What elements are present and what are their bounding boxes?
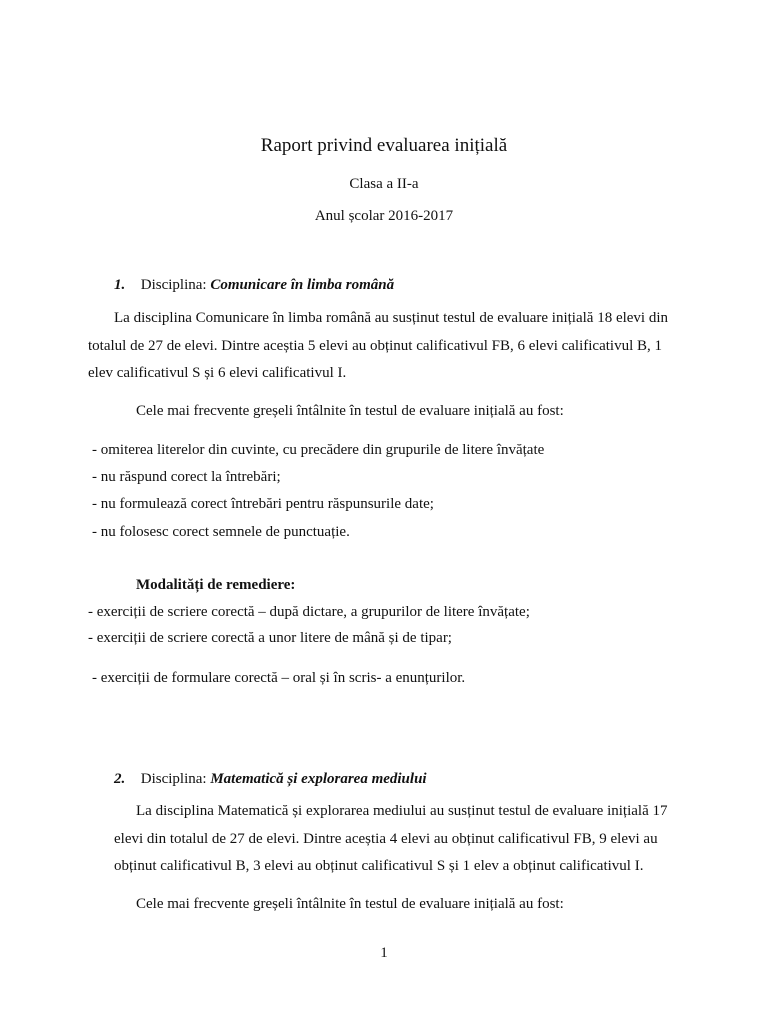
- section-2-paragraph-line-3: obținut calificativul B, 3 elevi au obținut calificativul S și 1 elev a obținut calificativul I.: [114, 858, 644, 874]
- page-number: 1: [380, 945, 388, 961]
- class-label: Clasa a II-a: [349, 176, 419, 192]
- section-2-label: Disciplina:: [140, 771, 207, 787]
- section-2-number: 2.: [114, 771, 126, 787]
- section-2-subject: Matematică și explorarea mediului: [210, 771, 427, 787]
- remedy-item: - exerciții de scriere corectă a unor litere de mână și de tipar;: [88, 630, 452, 646]
- section-1-error-item: - nu răspund corect la întrebări;: [92, 469, 281, 485]
- section-1-errors-intro: Cele mai frecvente greșeli întâlnite în testul de evaluare inițială au fost:: [136, 403, 564, 419]
- section-2-paragraph-line-2: elevi din totalul de 27 de elevi. Dintre aceștia 4 elevi au obținut calificativul FB, 9 elevi au: [114, 831, 658, 847]
- section-2-heading: [114, 770, 427, 788]
- section-1-label: Disciplina:: [140, 277, 207, 293]
- section-1-paragraph-line-3: elev calificativul S și 6 elevi calificativul I.: [88, 365, 347, 381]
- section-1-paragraph-line-2: totalul de 27 de elevi. Dintre aceștia 5 elevi au obținut calificativul FB, 6 elevi calificativul B, 1: [88, 338, 662, 354]
- section-2-paragraph-line-1: La disciplina Matematică și explorarea mediului au susținut testul de evaluare inițială 17: [136, 803, 668, 819]
- section-1-error-item: - omiterea literelor din cuvinte, cu precădere din grupurile de litere învățate: [92, 442, 545, 458]
- section-1-error-item: - nu formulează corect întrebări pentru răspunsurile date;: [92, 496, 434, 512]
- section-1-number: 1.: [114, 277, 126, 293]
- remedy-item: - exerciții de scriere corectă – după dictare, a grupurilor de litere învățate;: [88, 604, 530, 620]
- section-1-paragraph-line-1: La disciplina Comunicare în limba română au susținut testul de evaluare inițială 18 elevi din: [114, 310, 669, 326]
- school-year: Anul școlar 2016-2017: [314, 208, 454, 224]
- remedy-item: - exerciții de formulare corectă – oral și în scris- a enunțurilor.: [92, 670, 466, 686]
- section-1-heading: [114, 276, 394, 294]
- page-title: Raport privind evaluarea inițială: [260, 135, 508, 156]
- section-1-subject: Comunicare în limba română: [210, 277, 395, 293]
- remedy-title: Modalități de remediere:: [136, 577, 296, 593]
- section-1-error-item: - nu folosesc corect semnele de punctuație.: [92, 524, 350, 540]
- section-2-errors-intro: Cele mai frecvente greșeli întâlnite în testul de evaluare inițială au fost:: [136, 896, 564, 912]
